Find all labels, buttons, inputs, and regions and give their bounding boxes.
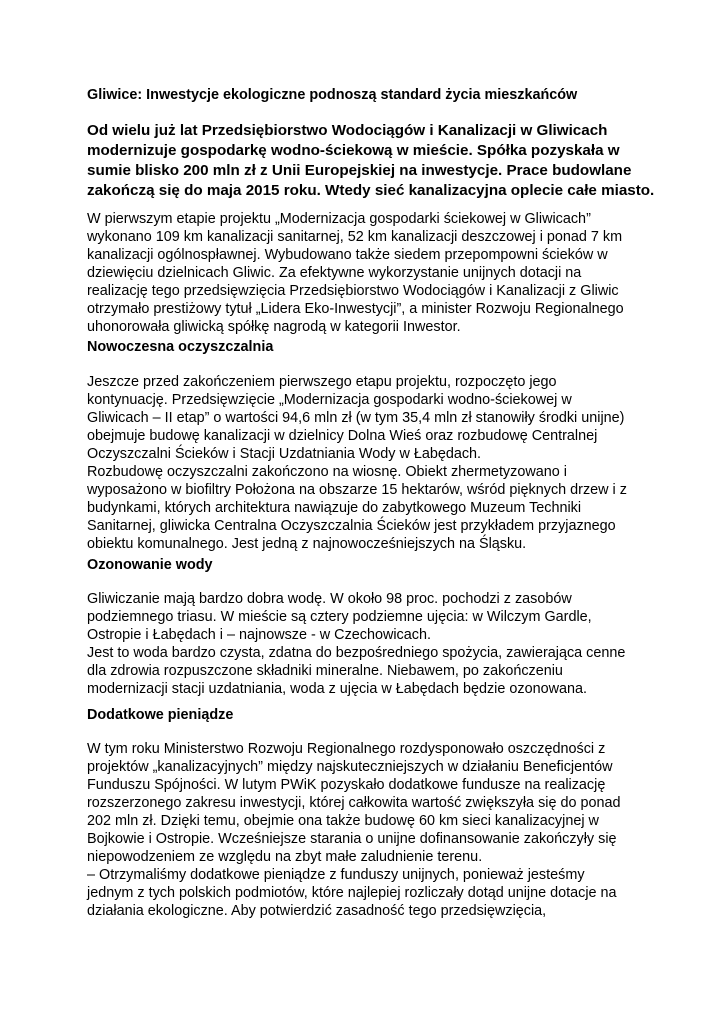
body-line: Sanitarnej, gliwicka Centralna Oczyszczalnia Ścieków jest przykładem przyjaznego <box>87 518 616 534</box>
body-line: rozszerzonego zakresu inwestycji, której całkowita wartość zwiększyła się do ponad <box>87 795 621 811</box>
intro-line: kanalizacji ogólnospławnej. Wybudowano także siedem przepompowni ścieków w <box>87 247 608 263</box>
lede-line: zakończą się do maja 2015 roku. Wtedy sieć kanalizacyjna oplecie całe miasto. <box>87 182 655 199</box>
lede-line: Od wielu już lat Przedsiębiorstwo Wodociągów i Kanalizacji w Gliwicach <box>87 122 608 139</box>
intro-line: realizację tego przedsięwzięcia Przedsiębiorstwo Wodociągów i Kanalizacji z Gliwic <box>87 283 619 299</box>
lede-line: sumie blisko 200 mln zł z Unii Europejskiej na inwestycje. Prace budowlane <box>87 162 632 179</box>
body-line: obejmuje budowę kanalizacji w dzielnicy Dolna Wieś oraz rozbudowę Centralnej <box>87 428 598 444</box>
section-body-oczyszczalnia <box>87 373 687 553</box>
section-heading-pieniadze: Dodatkowe pieniądze <box>87 707 234 723</box>
section-heading-ozonowanie: Ozonowanie wody <box>87 557 213 573</box>
body-line: modernizacji stacji uzdatniania, woda z ujęcia w Łabędach będzie ozonowana. <box>87 681 587 697</box>
intro-paragraph <box>87 210 687 336</box>
body-line: W tym roku Ministerstwo Rozwoju Regionalnego rozdysponowało oszczędności z <box>87 741 606 757</box>
body-line: Jeszcze przed zakończeniem pierwszego etapu projektu, rozpoczęto jego <box>87 374 557 390</box>
body-line: budynkami, których architektura nawiązuje do zabytkowego Muzeum Techniki <box>87 500 582 516</box>
body-line: Gliwiczanie mają bardzo dobra wodę. W około 98 proc. pochodzi z zasobów <box>87 591 572 607</box>
body-line: działania ekologiczne. Aby potwierdzić zasadność tego przedsięwzięcia, <box>87 903 547 919</box>
body-line: – Otrzymaliśmy dodatkowe pieniądze z funduszy unijnych, ponieważ jesteśmy <box>87 867 585 883</box>
body-line: 202 mln zł. Dzięki temu, obejmie ona także budowę 60 km sieci kanalizacyjnej w <box>87 813 599 829</box>
document-title: Gliwice: Inwestycje ekologiczne podnoszą standard życia mieszkańców <box>87 87 578 103</box>
section-body-ozonowanie <box>87 590 687 698</box>
lede-paragraph <box>87 121 687 201</box>
body-line: jednym z tych polskich podmiotów, które najlepiej rozliczały dotąd unijne dotacje na <box>87 885 617 901</box>
body-line: kontynuację. Przedsięwzięcie „Modernizacja gospodarki wodno-ściekowej w <box>87 392 572 408</box>
body-line: Funduszu Spójności. W lutym PWiK pozyskało dodatkowe fundusze na realizację <box>87 777 606 793</box>
body-line: Rozbudowę oczyszczalni zakończono na wiosnę. Obiekt zhermetyzowano i <box>87 464 567 480</box>
body-line: Gliwicach – II etap” o wartości 94,6 mln zł (w tym 35,4 mln zł stanowiły środki unijne) <box>87 410 625 426</box>
body-line: projektów „kanalizacyjnych” między najskuteczniejszych w działaniu Beneficjentów <box>87 759 613 775</box>
body-line: niepowodzeniem ze względu na zbyt małe zaludnienie terenu. <box>87 849 483 865</box>
section-heading-oczyszczalnia: Nowoczesna oczyszczalnia <box>87 339 274 355</box>
body-line: Ostropie i Łabędach i – najnowsze - w Czechowicach. <box>87 627 431 643</box>
lede-line: modernizuje gospodarkę wodno-ściekową w mieście. Spółka pozyskała w <box>87 142 620 159</box>
body-line: podziemnego triasu. W mieście są cztery podziemne ujęcia: w Wilczym Gardle, <box>87 609 592 625</box>
intro-line: dziewięciu dzielnicach Gliwic. Za efektywne wykorzystanie unijnych dotacji na <box>87 265 582 281</box>
body-line: wyposażono w biofiltry Położona na obszarze 15 hektarów, wśród pięknych drzew i z <box>87 482 627 498</box>
body-line: Oczyszczalni Ścieków i Stacji Uzdatniania Wody w Łabędach. <box>87 446 482 462</box>
body-line: obiektu komunalnego. Jest jedną z najnowocześniejszych na Śląsku. <box>87 536 527 552</box>
body-line: Bojkowie i Ostropie. Wcześniejsze starania o unijne dofinansowanie zakończyły się <box>87 831 617 847</box>
section-body-pieniadze <box>87 740 687 920</box>
intro-line: W pierwszym etapie projektu „Modernizacja gospodarki ściekowej w Gliwicach” <box>87 211 591 227</box>
body-line: Jest to woda bardzo czysta, zdatna do bezpośredniego spożycia, zawierająca cenne <box>87 645 626 661</box>
intro-line: otrzymało prestiżowy tytuł „Lidera Eko-Inwestycji”, a minister Rozwoju Regionalnego <box>87 301 624 317</box>
body-line: dla zdrowia rozpuszczone składniki mineralne. Niebawem, po zakończeniu <box>87 663 563 679</box>
intro-line: wykonano 109 km kanalizacji sanitarnej, 52 km kanalizacji deszczowej i ponad 7 km <box>87 229 623 245</box>
intro-line: uhonorowała gliwicką spółkę nagrodą w kategorii Inwestor. <box>87 319 461 335</box>
